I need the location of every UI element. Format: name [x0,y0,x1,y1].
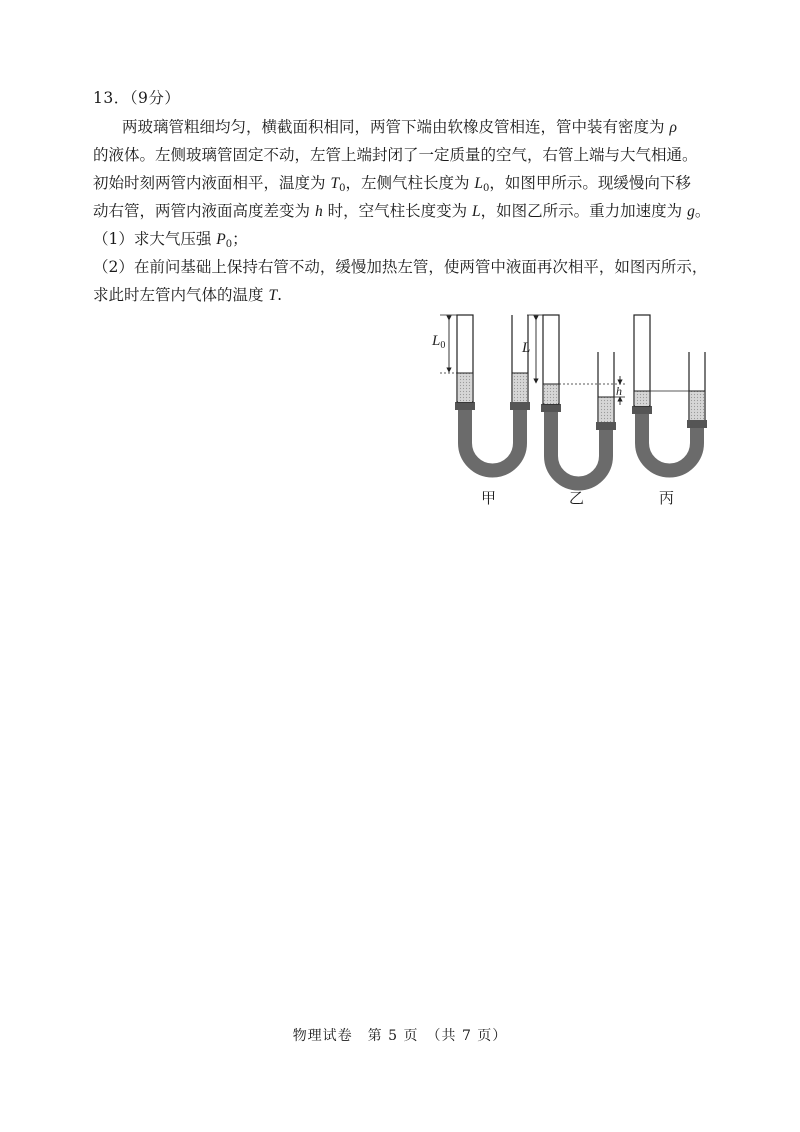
tube-bing [632,315,707,471]
caption-bing: 丙 [659,489,675,507]
sub-question-2-line-2: 求此时左管内气体的温度 T. [93,286,282,304]
body-line-3: 初始时刻两管内液面相平，温度为 $T_0$，左侧气柱长度为 $L_0$，如图甲所示。现缓慢向下移 [93,174,691,194]
page-footer: 物理试卷 第 5 页 （共 7 页） [292,1028,508,1044]
right-liquid [690,391,704,420]
sub-question-2-line-1: （2）在前问基础上保持右管不动，缓慢加热左管，使两管中液面再次相平，如图丙所示， [93,258,708,276]
question-body [93,113,711,309]
label-l0: $L_0$ [432,333,446,351]
left-liquid [544,384,558,404]
question-number: 13．（9分） [93,89,181,107]
rubber-joint-right [510,402,530,410]
tube-jia [431,315,530,471]
rubber-joint-left [541,404,561,412]
caption-yi: 乙 [569,489,585,507]
rubber-joint-left [632,406,652,414]
body-line-4: 动右管，两管内液面高度差变为 h 时，空气柱长度变为 L，如图乙所示。重力加速度为 g。 [93,202,711,220]
u-tube-figure [418,305,708,515]
body-line-2: 的液体。左侧玻璃管固定不动，左管上端封闭了一定质量的空气，右管上端与大气相通。 [93,146,698,164]
right-liquid [513,373,527,402]
right-liquid [599,397,613,422]
caption-jia: 甲 [481,489,497,507]
rubber-joint-right [596,422,616,430]
left-liquid [458,373,472,402]
left-liquid [635,391,649,406]
label-l: L [522,340,531,356]
rubber-joint-right [687,420,707,428]
body-line-1: 两玻璃管粗细均匀，横截面积相同，两管下端由软橡皮管相连，管中装有密度为 ρ [122,118,677,136]
rho-symbol: ρ [669,119,677,136]
label-h: h [616,384,622,398]
sub-question-1: （1）求大气压强 $P_0$； [93,230,248,250]
tube-yi [521,315,625,484]
rubber-joint-left [455,402,475,410]
